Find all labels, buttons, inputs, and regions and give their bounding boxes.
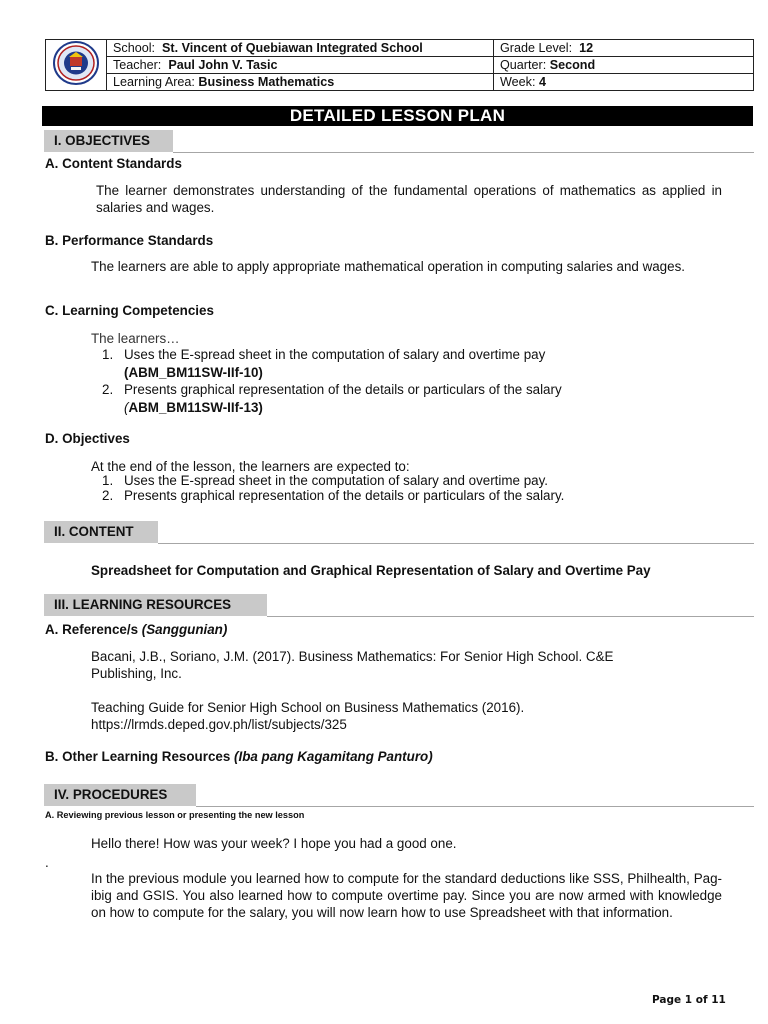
school-name: St. Vincent of Quebiawan Integrated School bbox=[162, 40, 423, 55]
school-seal-icon bbox=[51, 40, 101, 86]
section-divider bbox=[267, 616, 754, 617]
other-resources-heading bbox=[45, 749, 433, 764]
competency-1-text: Uses the E-spread sheet in the computation of salary and overtime pay bbox=[124, 347, 546, 362]
area-value: Business Mathematics bbox=[198, 74, 335, 89]
objectives-tab: I. OBJECTIVES bbox=[44, 130, 173, 152]
objectives-d-heading: D. Objectives bbox=[45, 431, 130, 446]
learning-competencies-heading: C. Learning Competencies bbox=[45, 303, 214, 318]
list-item-number: 2. bbox=[102, 488, 114, 503]
school-label: School: bbox=[113, 40, 156, 55]
references-heading bbox=[45, 622, 227, 637]
references-heading-text: A. Reference/s bbox=[45, 622, 139, 637]
other-resources-heading-text: B. Other Learning Resources bbox=[45, 749, 231, 764]
teacher-cell bbox=[107, 57, 494, 74]
competency-2-code-value: ABM_BM11SW-IIf-13) bbox=[128, 400, 263, 415]
area-label: Learning Area: bbox=[113, 74, 195, 89]
reference-2-line-1: Teaching Guide for Senior High School on Business Mathematics (2016). bbox=[91, 700, 525, 715]
list-item-number: 2. bbox=[102, 382, 114, 397]
objective-2-text: Presents graphical representation of the details or particulars of the salary. bbox=[124, 488, 565, 503]
grade-cell bbox=[494, 40, 754, 57]
school-cell bbox=[107, 40, 494, 57]
week-cell bbox=[494, 74, 754, 91]
content-standards-heading: A. Content Standards bbox=[45, 156, 182, 171]
quarter-cell bbox=[494, 57, 754, 74]
stray-dot: . bbox=[45, 855, 49, 870]
teacher-name: Paul John V. Tasic bbox=[168, 57, 278, 72]
learning-resources-tab: III. LEARNING RESOURCES bbox=[44, 594, 267, 616]
list-item-number: 1. bbox=[102, 473, 114, 488]
performance-standards-text: The learners are able to apply appropriate mathematical operation in computing salaries and wages. bbox=[91, 259, 685, 274]
section-divider bbox=[173, 152, 754, 153]
header-table bbox=[45, 39, 754, 91]
quarter-label: Quarter: bbox=[500, 57, 547, 72]
reference-1-line-1: Bacani, J.B., Soriano, J.M. (2017). Business Mathematics: For Senior High School. C&E bbox=[91, 649, 614, 664]
teacher-label: Teacher: bbox=[113, 57, 162, 72]
content-topic: Spreadsheet for Computation and Graphical Representation of Salary and Overtime Pay bbox=[91, 563, 651, 578]
reference-1-line-2: Publishing, Inc. bbox=[91, 666, 182, 681]
objectives-d-intro: At the end of the lesson, the learners are expected to: bbox=[91, 459, 410, 474]
document-title: DETAILED LESSON PLAN bbox=[42, 106, 753, 126]
reference-2-url: https://lrmds.deped.gov.ph/list/subjects/325 bbox=[91, 717, 347, 732]
objective-1-text: Uses the E-spread sheet in the computation of salary and overtime pay. bbox=[124, 473, 549, 488]
logo-cell bbox=[46, 40, 107, 91]
competency-2-text: Presents graphical representation of the details or particulars of the salary bbox=[124, 382, 562, 397]
procedure-a-heading: A. Reviewing previous lesson or presenting the new lesson bbox=[45, 810, 305, 820]
performance-standards-heading: B. Performance Standards bbox=[45, 233, 214, 248]
week-value: 4 bbox=[538, 74, 546, 89]
content-tab: II. CONTENT bbox=[44, 521, 158, 543]
list-item-number: 1. bbox=[102, 347, 114, 362]
competencies-intro: The learners… bbox=[91, 331, 180, 346]
references-heading-italic: (Sanggunian) bbox=[141, 622, 228, 637]
competency-2-code-prefix: ( bbox=[124, 400, 129, 415]
greeting-text: Hello there! How was your week? I hope you had a good one. bbox=[91, 836, 457, 851]
grade-value: 12 bbox=[579, 40, 594, 55]
competency-2-code bbox=[124, 400, 263, 416]
grade-label: Grade Level: bbox=[500, 40, 573, 55]
procedure-paragraph: In the previous module you learned how to compute for the standard deductions like SSS, Philhealth, Pag-ibig and GSIS. You also learned how to compute overtime pay. Since you are now armed with knowledge on how to compute for the salary, you will now learn how to use Spreadsheet with that information. bbox=[91, 871, 722, 920]
procedures-tab: IV. PROCEDURES bbox=[44, 784, 196, 806]
other-resources-heading-italic: (Iba pang Kagamitang Panturo) bbox=[234, 749, 433, 764]
content-standards-text: The learner demonstrates understanding of the fundamental operations of mathematics as applied in salaries and wages. bbox=[96, 183, 722, 215]
section-divider bbox=[196, 806, 754, 807]
section-divider bbox=[158, 543, 754, 544]
page-number: Page 1 of 11 bbox=[652, 994, 726, 1006]
quarter-value: Second bbox=[549, 57, 596, 72]
area-cell bbox=[107, 74, 494, 91]
competency-1-code: (ABM_BM11SW-IIf-10) bbox=[124, 365, 263, 380]
week-label: Week: bbox=[500, 74, 536, 89]
